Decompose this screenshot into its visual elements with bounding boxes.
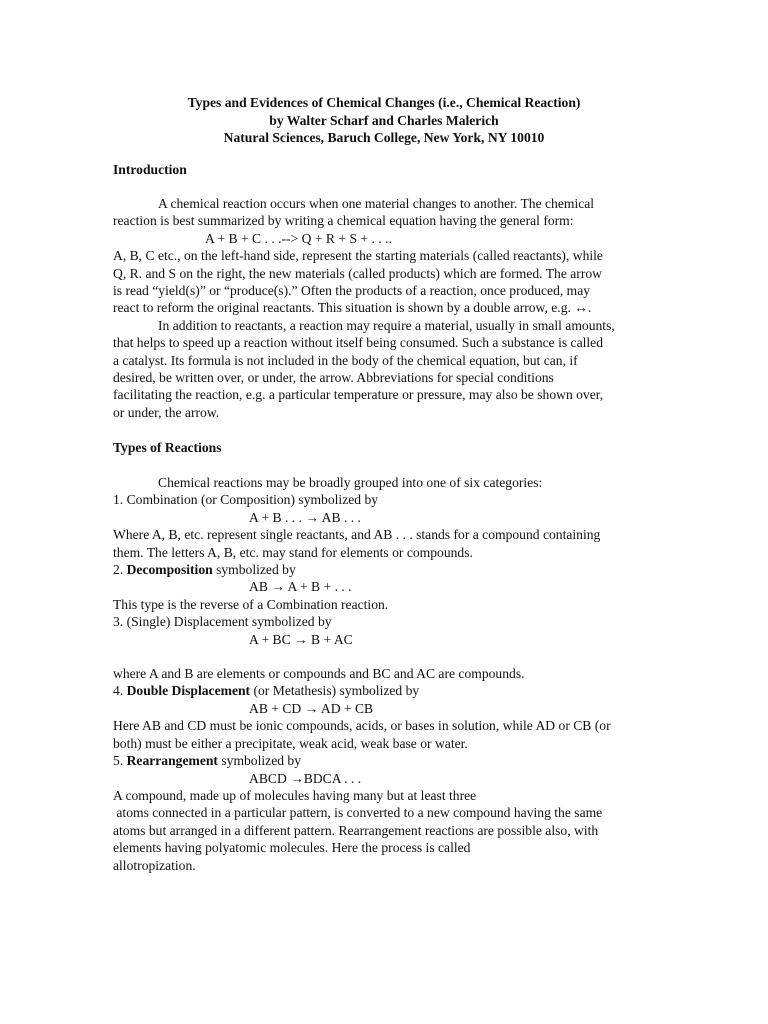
- intro-line: A chemical reaction occurs when one material changes to another. The chemical: [158, 196, 595, 211]
- intro-line: a catalyst. Its formula is not included in the body of the chemical equation, but can, if: [113, 352, 578, 368]
- reaction-3-title: 3. (Single) Displacement symbolized by: [113, 614, 332, 630]
- document-title: Types and Evidences of Chemical Changes (i.e., Chemical Reaction): [187, 95, 581, 110]
- reaction-5-name: Rearrangement: [126, 753, 218, 769]
- types-body: [113, 474, 658, 874]
- intro-line: is read “yield(s)” or “produce(s).” Often the products of a reaction, once produced, may: [113, 283, 591, 299]
- reaction-1-desc: Where A, B, etc. represent single reactants, and AB . . . stands for a compound containing: [113, 527, 601, 543]
- reaction-5-equation: ABCD →BDCA . . .: [249, 770, 362, 786]
- intro-line: or under, the arrow.: [113, 404, 220, 420]
- reaction-5-desc: atoms connected in a particular pattern, is converted to a new compound having the same: [113, 805, 603, 821]
- intro-line: Q, R. and S on the right, the new materials (called products) which are formed. The arrow: [113, 265, 602, 281]
- reaction-4-desc: both) must be either a precipitate, weak acid, weak base or water.: [113, 735, 468, 751]
- reaction-4-equation: AB + CD → AD + CB: [249, 700, 374, 716]
- reaction-5-desc: elements having polyatomic molecules. Here the process is called: [113, 840, 471, 856]
- reaction-4-desc: Here AB and CD must be ionic compounds, acids, or bases in solution, while AD or CB (or: [113, 718, 611, 734]
- intro-line: react to reform the original reactants. This situation is shown by a double arrow, e.g. ↔.: [113, 300, 592, 316]
- intro-line: In addition to reactants, a reaction may require a material, usually in small amounts,: [158, 317, 615, 333]
- document-authors: by Walter Scharf and Charles Malerich: [269, 112, 499, 128]
- reaction-2-equation: AB → A + B + . . .: [249, 579, 352, 595]
- reaction-2-name: Decomposition: [126, 562, 213, 578]
- intro-line: facilitating the reaction, e.g. a particular temperature or pressure, may also be shown over,: [113, 387, 604, 403]
- reaction-1-title: 1. Combination (or Composition) symbolized by: [113, 492, 379, 508]
- reaction-3-desc: where A and B are elements or compounds and BC and AC are compounds.: [113, 666, 525, 682]
- reaction-4-title: 4. Double Displacement (or Metathesis) symbolized by: [113, 683, 420, 699]
- reaction-2-title: 2. Decomposition symbolized by: [113, 562, 296, 578]
- types-heading: Types of Reactions: [113, 440, 222, 455]
- general-equation: A + B + C . . .--> Q + R + S + . . ..: [205, 230, 392, 246]
- introduction-body: [113, 195, 658, 421]
- document-affiliation: Natural Sciences, Baruch College, New York, NY 10010: [223, 130, 545, 146]
- types-intro: Chemical reactions may be broadly grouped into one of six categories:: [158, 475, 543, 490]
- reaction-5-desc: A compound, made up of molecules having many but at least three: [113, 787, 477, 803]
- reaction-1-equation: A + B . . . → AB . . .: [249, 509, 361, 525]
- reaction-3-equation: A + BC → B + AC: [249, 631, 353, 647]
- introduction-heading: Introduction: [113, 162, 187, 177]
- reaction-2-desc: This type is the reverse of a Combination reaction.: [113, 596, 389, 612]
- reaction-5-desc: atoms but arranged in a different pattern. Rearrangement reactions are possible also, with: [113, 822, 599, 838]
- reaction-5-desc: allotropization.: [113, 857, 196, 873]
- reaction-1-desc: them. The letters A, B, etc. may stand for elements or compounds.: [113, 544, 473, 560]
- intro-line: A, B, C etc., on the left-hand side, represent the starting materials (called reactants), while: [113, 248, 603, 264]
- intro-line: reaction is best summarized by writing a chemical equation having the general form:: [113, 213, 574, 229]
- document-header: [0, 94, 768, 147]
- intro-line: desired, be written over, or under, the arrow. Abbreviations for special conditions: [113, 370, 554, 386]
- reaction-4-name: Double Displacement: [126, 683, 251, 699]
- intro-line: that helps to speed up a reaction without itself being consumed. Such a substance is called: [113, 335, 604, 351]
- reaction-5-title: 5. Rearrangement symbolized by: [113, 753, 302, 769]
